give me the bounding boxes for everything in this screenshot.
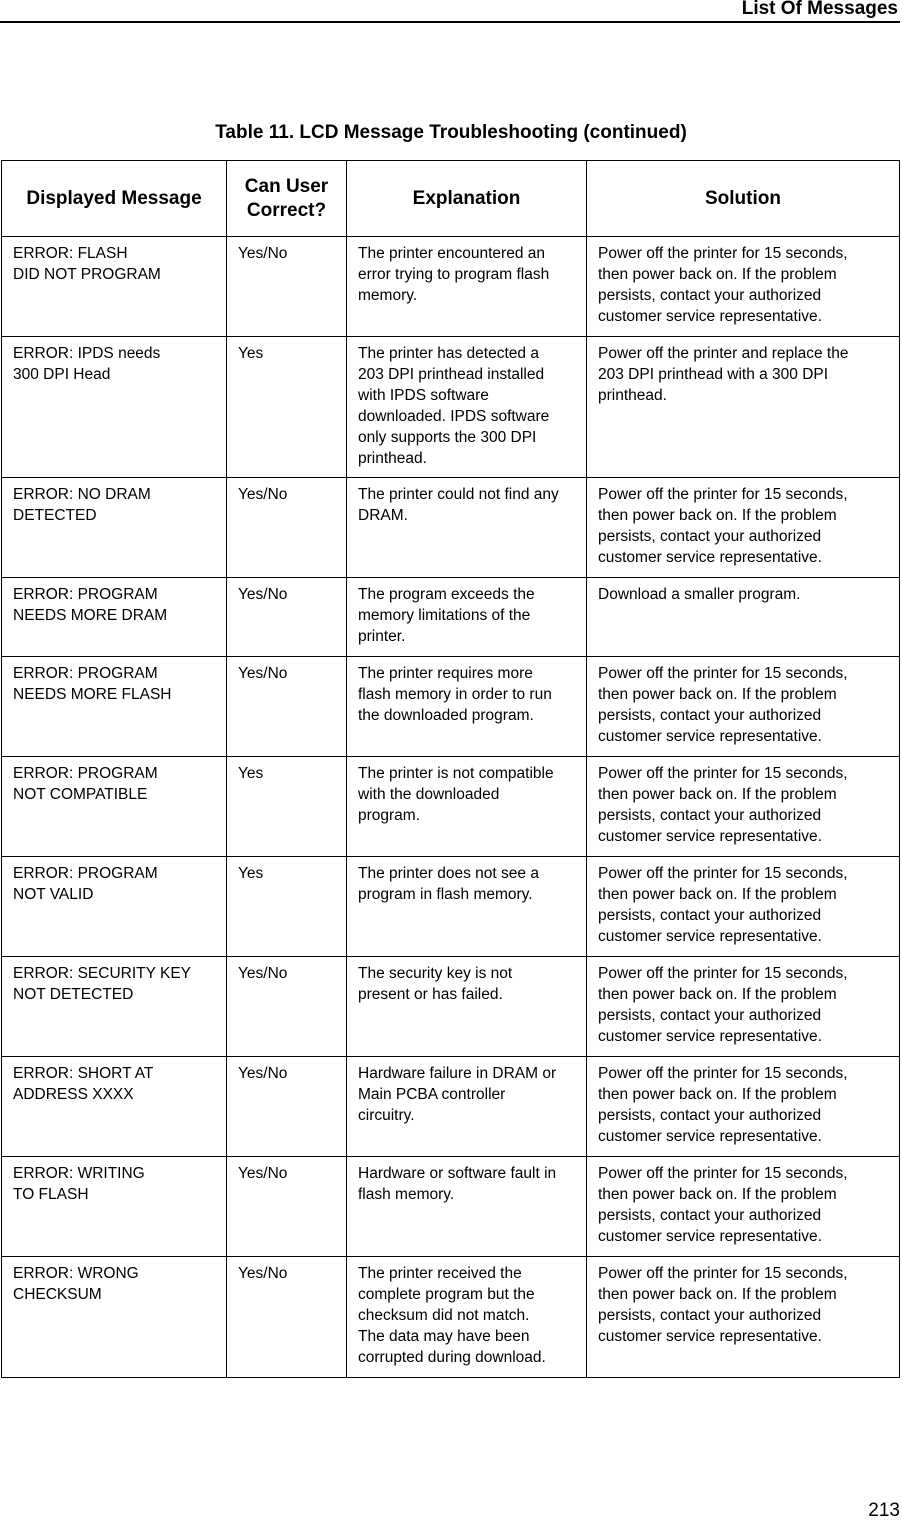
can-user-correct-cell: Yes/No xyxy=(227,657,347,757)
explanation-cell: The printer has detected a 203 DPI printhead installed with IPDS software downloaded. IPDS software only supports the 300 DPI printhead. xyxy=(347,337,587,478)
solution-cell: Power off the printer for 15 seconds, then power back on. If the problem persists, contact your authorized customer service representative. xyxy=(587,1257,900,1378)
can-user-correct-cell: Yes/No xyxy=(227,478,347,578)
solution-cell: Power off the printer for 15 seconds, then power back on. If the problem persists, contact your authorized customer service representative. xyxy=(587,757,900,857)
solution-cell: Power off the printer for 15 seconds, then power back on. If the problem persists, contact your authorized customer service representative. xyxy=(587,1057,900,1157)
lcd-message-table xyxy=(1,160,900,1378)
can-user-correct-cell: Yes/No xyxy=(227,578,347,657)
displayed-message-cell: ERROR: IPDS needs 300 DPI Head xyxy=(2,337,227,478)
page-number: 213 xyxy=(868,1500,900,1521)
explanation-cell: The printer does not see a program in flash memory. xyxy=(347,857,587,957)
column-header-can-user-correct: Can User Correct? xyxy=(227,161,347,237)
solution-cell: Power off the printer for 15 seconds, then power back on. If the problem persists, contact your authorized customer service representative. xyxy=(587,1157,900,1257)
table-caption: Table 11. LCD Message Troubleshooting (continued) xyxy=(215,122,687,143)
explanation-cell: The program exceeds the memory limitations of the printer. xyxy=(347,578,587,657)
can-user-correct-cell: Yes/No xyxy=(227,237,347,337)
explanation-cell: The printer is not compatible with the downloaded program. xyxy=(347,757,587,857)
displayed-message-cell: ERROR: PROGRAM NEEDS MORE FLASH xyxy=(2,657,227,757)
table-row xyxy=(2,237,900,337)
displayed-message-cell: ERROR: PROGRAM NOT VALID xyxy=(2,857,227,957)
explanation-cell: The security key is not present or has failed. xyxy=(347,957,587,1057)
table-row xyxy=(2,1257,900,1378)
explanation-cell: The printer received the complete program but the checksum did not match. The data may have been corrupted during download. xyxy=(347,1257,587,1378)
solution-cell: Download a smaller program. xyxy=(587,578,900,657)
can-user-correct-cell: Yes xyxy=(227,757,347,857)
table-header-row xyxy=(2,161,900,237)
solution-cell: Power off the printer for 15 seconds, then power back on. If the problem persists, contact your authorized customer service representative. xyxy=(587,957,900,1057)
running-header xyxy=(0,0,900,23)
solution-cell: Power off the printer and replace the 203 DPI printhead with a 300 DPI printhead. xyxy=(587,337,900,478)
table-row xyxy=(2,578,900,657)
table-row xyxy=(2,657,900,757)
explanation-cell: The printer could not find any DRAM. xyxy=(347,478,587,578)
explanation-cell: The printer requires more flash memory in order to run the downloaded program. xyxy=(347,657,587,757)
column-header-displayed-message: Displayed Message xyxy=(2,161,227,237)
solution-cell: Power off the printer for 15 seconds, then power back on. If the problem persists, contact your authorized customer service representative. xyxy=(587,857,900,957)
displayed-message-cell: ERROR: SECURITY KEY NOT DETECTED xyxy=(2,957,227,1057)
column-header-explanation: Explanation xyxy=(347,161,587,237)
explanation-cell: Hardware or software fault in flash memory. xyxy=(347,1157,587,1257)
can-user-correct-cell: Yes/No xyxy=(227,1257,347,1378)
solution-cell: Power off the printer for 15 seconds, then power back on. If the problem persists, contact your authorized customer service representative. xyxy=(587,237,900,337)
displayed-message-cell: ERROR: FLASH DID NOT PROGRAM xyxy=(2,237,227,337)
displayed-message-cell: ERROR: PROGRAM NOT COMPATIBLE xyxy=(2,757,227,857)
displayed-message-cell: ERROR: WRONG CHECKSUM xyxy=(2,1257,227,1378)
table-row xyxy=(2,1157,900,1257)
displayed-message-cell: ERROR: NO DRAM DETECTED xyxy=(2,478,227,578)
can-user-correct-cell: Yes xyxy=(227,337,347,478)
displayed-message-cell: ERROR: PROGRAM NEEDS MORE DRAM xyxy=(2,578,227,657)
solution-cell: Power off the printer for 15 seconds, then power back on. If the problem persists, contact your authorized customer service representative. xyxy=(587,478,900,578)
can-user-correct-cell: Yes/No xyxy=(227,1057,347,1157)
table-row xyxy=(2,757,900,857)
table-row xyxy=(2,478,900,578)
explanation-cell: The printer encountered an error trying to program flash memory. xyxy=(347,237,587,337)
explanation-cell: Hardware failure in DRAM or Main PCBA controller circuitry. xyxy=(347,1057,587,1157)
displayed-message-cell: ERROR: SHORT AT ADDRESS XXXX xyxy=(2,1057,227,1157)
table-row xyxy=(2,1057,900,1157)
column-header-solution: Solution xyxy=(587,161,900,237)
can-user-correct-cell: Yes/No xyxy=(227,957,347,1057)
can-user-correct-cell: Yes xyxy=(227,857,347,957)
can-user-correct-cell: Yes/No xyxy=(227,1157,347,1257)
section-title: List Of Messages xyxy=(741,0,898,19)
displayed-message-cell: ERROR: WRITING TO FLASH xyxy=(2,1157,227,1257)
table-row xyxy=(2,857,900,957)
table-row xyxy=(2,337,900,478)
table-row xyxy=(2,957,900,1057)
solution-cell: Power off the printer for 15 seconds, then power back on. If the problem persists, contact your authorized customer service representative. xyxy=(587,657,900,757)
